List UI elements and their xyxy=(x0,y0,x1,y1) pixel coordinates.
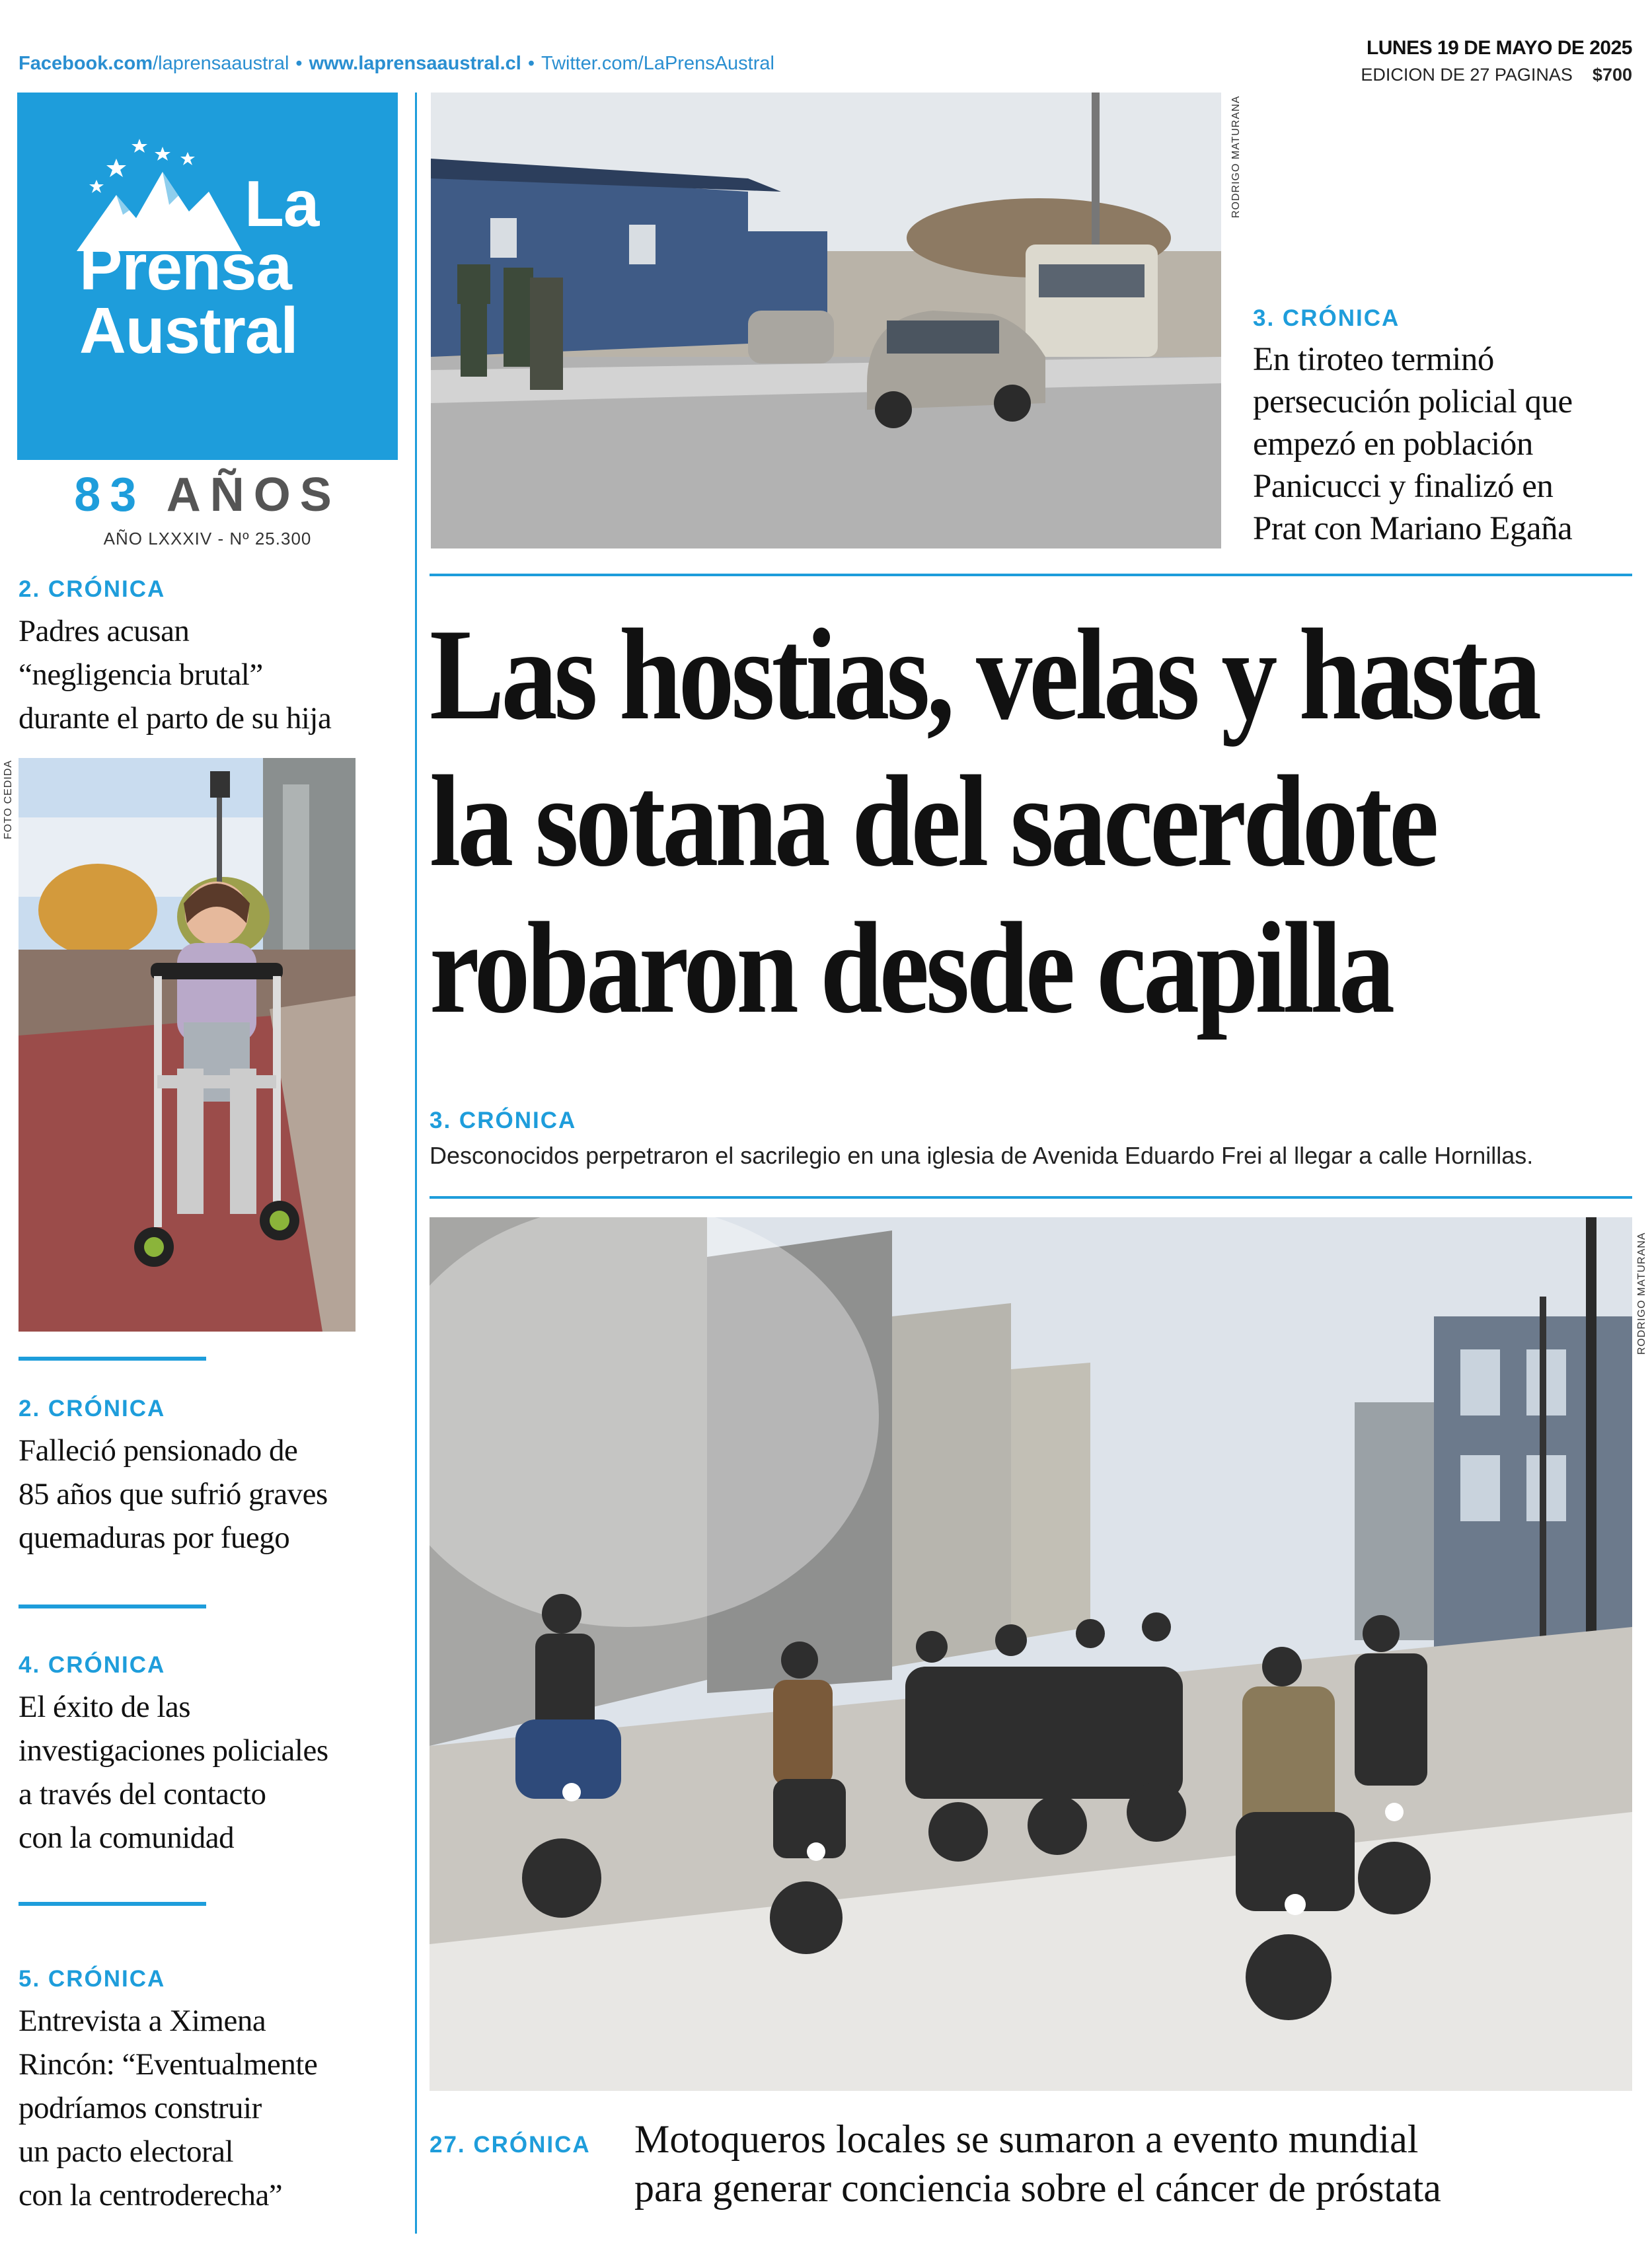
photo-credit: RODRIGO MATURANA xyxy=(1636,1232,1647,1355)
price: $700 xyxy=(1592,65,1632,85)
section-kicker: 2. CRÓNICA xyxy=(19,1396,166,1421)
edition-number: AÑO LXXXIV - Nº 25.300 xyxy=(103,529,312,548)
story-headline[interactable]: Falleció pensionado de 85 años que sufrió graves quemaduras por fuego xyxy=(19,1433,328,1555)
main-headline[interactable]: Las hostias, velas y hasta la sotana del sacerdote robaron desde capilla xyxy=(430,602,1538,1040)
bullet: • xyxy=(527,53,535,74)
facebook-link[interactable]: Facebook.com/laprensaaustral xyxy=(19,53,289,74)
column-divider xyxy=(415,93,417,2234)
section-kicker: 5. CRÓNICA xyxy=(19,1966,166,1992)
section-divider xyxy=(19,1605,206,1608)
section-kicker: 2. CRÓNICA xyxy=(19,576,166,602)
sidebar-story-2[interactable] xyxy=(19,1396,408,1560)
motorcyclists-photo xyxy=(430,1217,1632,2091)
main-kicker: 3. CRÓNICA xyxy=(430,1108,577,1133)
story-headline[interactable]: El éxito de las investigaciones policiales a través del contacto con la comunidad xyxy=(19,1690,328,1855)
issue-info xyxy=(1361,37,1632,85)
sidebar-story-1[interactable] xyxy=(19,576,408,740)
top-story[interactable] xyxy=(1253,305,1643,550)
website-link[interactable]: www.laprensaaustral.cl xyxy=(309,53,521,74)
main-subhead: Desconocidos perpetraron el sacrilegio en una iglesia de Avenida Eduardo Frei al llegar a calle Hornillas. xyxy=(430,1142,1534,1169)
masthead-logo[interactable] xyxy=(17,93,398,460)
logo-wordmark: La Prensa Austral xyxy=(79,167,319,367)
girl-walker-photo xyxy=(19,758,356,1332)
bullet: • xyxy=(295,53,303,74)
section-divider xyxy=(430,1196,1632,1199)
bottom-headline[interactable]: Motoqueros locales se sumaron a evento mundial para generar conciencia sobre el cáncer de próstata xyxy=(634,2117,1441,2210)
twitter-link[interactable]: Twitter.com/LaPrensAustral xyxy=(541,53,774,74)
bottom-kicker: 27. CRÓNICA xyxy=(430,2132,591,2158)
section-kicker: 3. CRÓNICA xyxy=(1253,305,1400,331)
section-divider xyxy=(19,1902,206,1906)
sidebar-story-4[interactable] xyxy=(19,1966,408,2217)
issue-pages: EDICION DE 27 PAGINAS $700 xyxy=(1361,65,1632,85)
story-headline[interactable]: Entrevista a Ximena Rincón: “Eventualmente podríamos construir un pacto electoral con la centroderecha” xyxy=(19,2004,318,2212)
photo-credit: RODRIGO MATURANA xyxy=(1230,95,1242,218)
social-links xyxy=(19,53,774,75)
section-divider xyxy=(19,1357,206,1361)
story-headline[interactable]: En tiroteo terminó persecución policial que empezó en población Panicucci y finalizó en Prat con Mariano Egaña xyxy=(1253,341,1573,547)
photo-credit: FOTO CEDIDA xyxy=(3,759,14,839)
issue-date: LUNES 19 DE MAYO DE 2025 xyxy=(1366,37,1632,59)
anniversary: 83 AÑOS xyxy=(74,469,341,521)
section-kicker: 4. CRÓNICA xyxy=(19,1652,166,1678)
sidebar-story-3[interactable] xyxy=(19,1652,408,1860)
section-divider xyxy=(430,574,1632,576)
story-headline[interactable]: Padres acusan “negligencia brutal” durante el parto de su hija xyxy=(19,614,332,736)
police-scene-photo xyxy=(431,93,1221,548)
